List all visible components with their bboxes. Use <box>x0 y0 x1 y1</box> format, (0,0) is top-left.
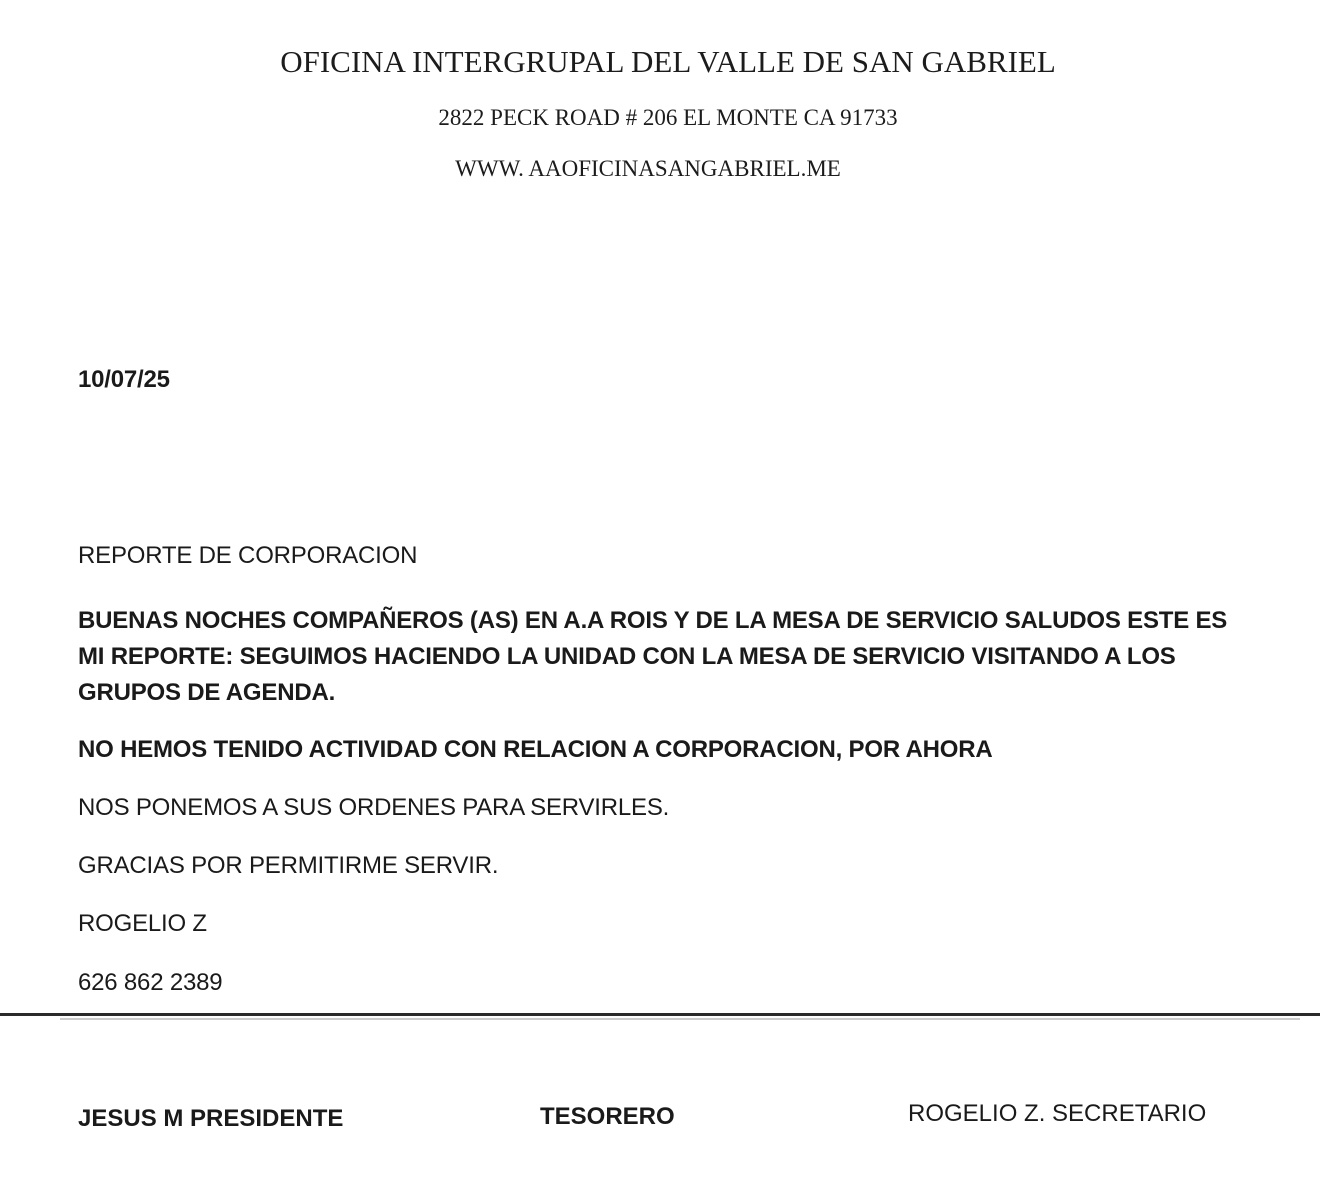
footer-divider-shadow <box>60 1018 1300 1020</box>
thanks-line: GRACIAS POR PERMITIRME SERVIR. <box>78 852 499 879</box>
letter-date: 10/07/25 <box>78 366 170 393</box>
signer-name: ROGELIO Z <box>78 910 207 937</box>
orders-line: NOS PONEMOS A SUS ORDENES PARA SERVIRLES. <box>78 794 670 821</box>
organization-address: 2822 PECK ROAD # 206 EL MONTE CA 91733 <box>438 105 898 130</box>
footer-secretary: ROGELIO Z. SECRETARIO <box>908 1100 1207 1127</box>
footer-president: JESUS M PRESIDENTE <box>78 1105 344 1132</box>
activity-line: NO HEMOS TENIDO ACTIVIDAD CON RELACION A CORPORACION, POR AHORA <box>78 736 993 763</box>
organization-name: OFICINA INTERGRUPAL DEL VALLE DE SAN GABRIEL <box>280 44 1056 79</box>
footer-divider <box>0 1013 1320 1016</box>
letter-subject: REPORTE DE CORPORACION <box>78 542 418 569</box>
letter-paragraph: BUENAS NOCHES COMPAÑEROS (AS) EN A.A ROIS Y DE LA MESA DE SERVICIO SALUDOS ESTE ES MI REPORTE: SEGUIMOS HACIENDO LA UNIDAD CON LA MESA DE SERVICIO VISITANDO A LOS GRUPOS DE AGENDA. <box>78 607 1228 706</box>
footer-treasurer: TESORERO <box>540 1103 675 1130</box>
organization-website: WWW. AAOFICINASANGABRIEL.ME <box>455 156 841 181</box>
signer-phone: 626 862 2389 <box>78 969 223 996</box>
